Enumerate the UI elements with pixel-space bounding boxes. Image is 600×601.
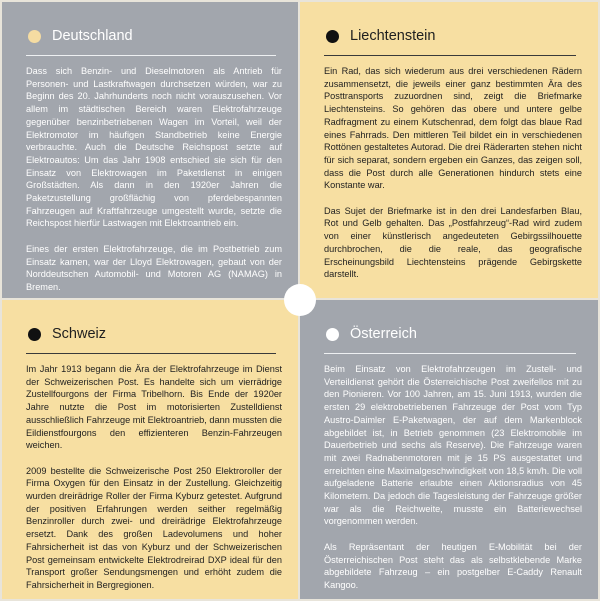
bullet-dot-icon (326, 328, 339, 341)
section-liechtenstein (300, 2, 598, 298)
section-oesterreich (300, 300, 598, 599)
paragraph: Eines der ersten Elektrofahrzeuge, die im Postbetrieb zum Einsatz kamen, war der Lloyd Elektrowagen, gebaut von der Norddeutschen Automobil- und Motoren AG (NAMAG) in Bremen. (26, 243, 282, 292)
section-body-schweiz (26, 363, 282, 592)
section-body-oesterreich (324, 363, 582, 592)
section-divider (26, 55, 276, 56)
section-header (326, 324, 578, 344)
paragraph: Das Sujet der Briefmarke ist in den drei Landesfarben Blau, Rot und Gelb gehalten. Das „Postfahrzeug“-Rad wird zudem von einer künstlerisch angedeuteten Gebirgssilhouette durchbrochen, die die reale, das geografische Erscheinungsbild Liechtensteins prägende Gebirgskette darstellt. (324, 205, 582, 280)
section-divider (324, 353, 576, 354)
center-circle-icon (284, 284, 316, 316)
paragraph: Im Jahr 1913 begann die Ära der Elektrofahrzeuge im Dienst der Schweizerischen Post. Es handelte sich um vierrädrige Zustellfourgons der Firma Tribelhorn. Bis Ende der 1920er Jahre nutzte die Post im motorisierten Zustelldienst ausschließlich Fahrzeuge mit Elektroantrieb, dann mussten die Eildienstfourgons den effizienteren Benzin-Fahrzeugen weichen. (26, 364, 282, 451)
section-divider (26, 353, 276, 354)
section-title-oesterreich: Österreich (350, 326, 417, 342)
section-title-liechtenstein: Liechtenstein (350, 28, 436, 44)
paragraph: Ein Rad, das sich wiederum aus drei verschiedenen Rädern zusammensetzt, die jeweils einer ganz bestimmten Ära des Posttransports zuzuordnen sind, zeigt die Briefmarke Liechtensteins. So gehören das obere und untere gelbe Radfragment zu einem Kutschenrad, dem folgt das blaue Rad eines Fahrrads. Den mittleren Teil bildet ein in verschiedenen Rottönen gestaltetes Autorad. Die drei Räderarten stehen nicht für sich separat, sondern ergeben ein Ganzes, das zeigen soll, dass die Post durch alle Generationen hindurch stets eine Konstante war. (324, 66, 582, 191)
paragraph: Beim Einsatz von Elektrofahrzeugen im Zustell- und Verteildienst gehört die Österreichische Post zweifellos mit zu den Pionieren. Vor 100 Jahren, am 15. Juni 1913, wurden die ersten 29 elektrobetriebenen Fahrzeuge der Post vom Typ Austro-Daimler E-Paketwagen, der auf dem Markenblock abgebildet ist, in Betrieb genommen (23 Elektromobile im Dauerbetrieb und sechs als Reserve). Die Fahrzeuge waren mit zwei Radnabenmotoren mit je 15 PS ausgestattet und erreichten eine Maximalgeschwindigkeit von 18,5 km/h. Die voll aufgeladene Batterie erlaubte einen Aktionsradius von 45 Kilometern. Da jedoch die Tagesleistung der Fahrzeuge größer war als die Reichweite, musste ein Batteriewechsel vorgenommen werden. (324, 364, 582, 527)
section-header (326, 26, 578, 46)
section-divider (324, 55, 576, 56)
paragraph: Als Repräsentant der heutigen E-Mobilität bei der Österreichischen Post steht das als selbstklebende Marke abgebildete Fahrzeug – ein postgelber E-Caddy Renault Kangoo. (324, 541, 582, 590)
paragraph: 2009 bestellte die Schweizerische Post 250 Elektroroller der Firma Oxygen für den Einsatz in der Zustellung. Gleichzeitig wurden dreirädrige Roller der Firma Kyburz getestet. Aufgrund der positiven Erfahrungen werden seither regelmäßig Benzinroller durch zwei- und dreirädrige Elektrofahrzeuge ersetzt. Dank des großen Ladevolumens und hoher Fahrsicherheit ist das von Kyburz und der Schweizerischen Post gemeinsam entwickelte Elektrodreirad DXP ideal für den Transport großer Sendungsmengen und erhöht zudem die Fahrsicherheit in Bergregionen. (26, 465, 282, 590)
section-title-deutschland: Deutschland (52, 28, 133, 44)
bullet-dot-icon (326, 30, 339, 43)
section-title-schweiz: Schweiz (52, 326, 106, 342)
section-schweiz (2, 300, 298, 599)
section-deutschland (2, 2, 298, 298)
paragraph: Dass sich Benzin- und Dieselmotoren als Antrieb für Personen- und Lastkraftwagen durchsetzen würden, war zu Beginn des 20. Jahrhunderts noch nicht vorauszusehen. Vor allem im städtischen Bereich waren Elektrofahrzeuge gegenüber benzinbetriebenen Wagen im Vorteil, weil der Elektromotor im häufigen Standbetrieb keine Energie verbrauchte. Auch die Deutsche Reichspost setzte auf Elektroautos: Um das Jahr 1908 entschied sie sich für den Einsatz von Elektrowagen im Paketdienst in einigen Großstädten. Als dann in den 1920er Jahren die Paketzustellung großflächig von pferdebespannten Fahrzeugen auf Kraftfahrzeuge umgestellt wurde, setzte die Reichspost hierfür Lastwagen mit Elektroantrieb ein. (26, 66, 282, 229)
bullet-dot-icon (28, 328, 41, 341)
section-header (28, 26, 278, 46)
section-body-deutschland (26, 65, 282, 294)
section-body-liechtenstein (324, 65, 582, 281)
bullet-dot-icon (28, 30, 41, 43)
section-header (28, 324, 278, 344)
